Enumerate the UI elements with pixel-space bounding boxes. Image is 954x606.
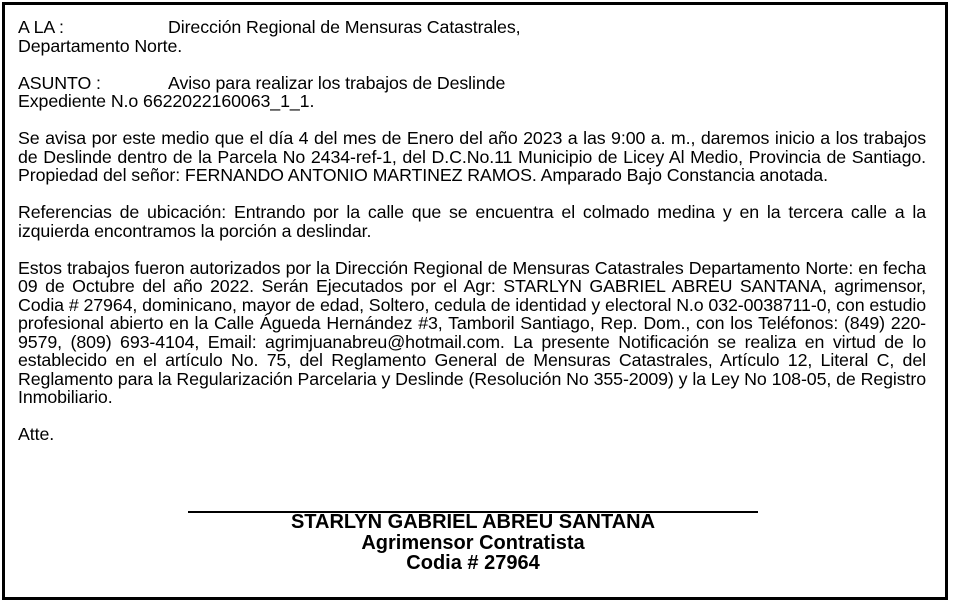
location-reference-paragraph: Referencias de ubicación: Entrando por la calle que se encuentra el colmado medina y en la tercera calle a la izquierda encontramos la porción a deslindar.	[18, 202, 926, 241]
signer-codia: Codia # 27964	[406, 552, 540, 574]
signature-block	[188, 511, 758, 574]
addressee-department: Departamento Norte.	[18, 35, 183, 56]
notice-content	[18, 18, 926, 444]
authorization-paragraph: Estos trabajos fueron autorizados por la Dirección Regional de Mensuras Catastrales Departamento Norte: en fecha 09 de Octubre del año 2022. Serán Ejecutados por el Agr: STARLYN GABRIEL ABREU SANTANA, agrimensor, Codia # 27964, dominicano, mayor de edad, Soltero, cedula de identidad y electoral N.o 032-0038711-0, con estudio profesional abierto en la Calle Águeda Hernández #3, Tamboril Santiago, Rep. Dom., con los Teléfonos: (849) 220-9579, (809) 693-4104, Email: agrimjuanabreu@hotmail.com. La presente Notificación se realiza en virtud de lo establecido en el artículo No. 75, del Reglamento General de Mensuras Catastrales, Artículo 12, Literal C, del Reglamento para la Regularización Parcelaria y Deslinde (Resolución No 355-2009) y la Ley No 108-05, de Registro Inmobiliario.	[18, 257, 926, 407]
notice-paragraph: Se avisa por este medio que el día 4 del mes de Enero del año 2023 a las 9:00 a. m., daremos inicio a los trabajos de Deslinde dentro de la Parcela No 2434-ref-1, del D.C.No.11 Municipio de Licey Al Medio, Provincia de Santiago. Propiedad del señor: FERNANDO ANTONIO MARTINEZ RAMOS. Amparado Bajo Constancia anotada.	[18, 128, 926, 185]
subject-label: ASUNTO :	[18, 72, 101, 93]
addressee-label: A LA :	[18, 17, 64, 37]
closing-text: Atte.	[18, 424, 55, 444]
subject-row	[18, 74, 926, 93]
expediente-number: Expediente N.o 6622022160063_1_1.	[18, 91, 315, 111]
addressee-row	[18, 18, 926, 37]
subject-value: Aviso para realizar los trabajos de Deslinde	[168, 72, 506, 93]
addressee-value: Dirección Regional de Mensuras Catastrales,	[168, 17, 521, 37]
signer-name: STARLYN GABRIEL ABREU SANTANA	[290, 511, 656, 533]
signer-title: Agrimensor Contratista	[361, 531, 585, 554]
